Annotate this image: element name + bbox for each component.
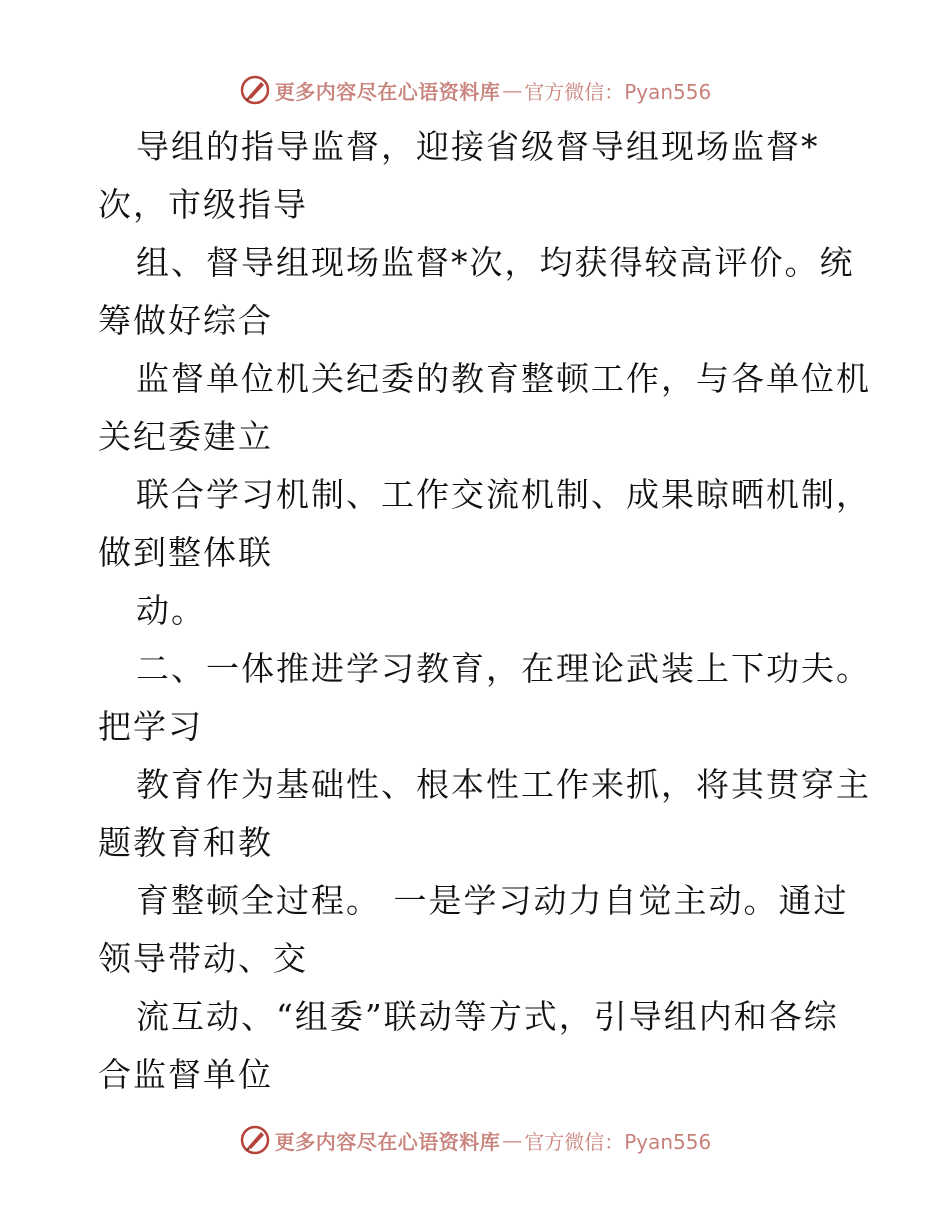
body-line: 动。 xyxy=(136,591,206,630)
body-line: 题教育和教 xyxy=(98,823,273,862)
body-line: 领导带动、交 xyxy=(98,939,308,978)
document-body xyxy=(98,118,871,1104)
watermark-text: 更多内容尽在心语资料库 xyxy=(274,1129,501,1154)
watermark-separator: — xyxy=(502,78,523,102)
body-line: 次，市级指导 xyxy=(98,185,308,224)
watermark-wechat: 官方微信：Pyan556 xyxy=(524,1129,712,1154)
body-line: 教育作为基础性、根本性工作来抓，将其贯穿主 xyxy=(136,765,871,804)
body-line: 组、督导组现场监督*次，均获得较高评价。统 xyxy=(136,243,855,282)
body-line: 关纪委建立 xyxy=(98,417,273,456)
watermark-text: 更多内容尽在心语资料库 xyxy=(274,79,501,104)
header-watermark xyxy=(0,68,950,112)
body-line: 导组的指导监督，迎接省级督导组现场监督* xyxy=(136,127,820,166)
quill-pen-icon xyxy=(239,74,271,106)
footer-watermark xyxy=(0,1118,950,1162)
body-line: 做到整体联 xyxy=(98,533,273,572)
body-line: 联合学习机制、工作交流机制、成果晾晒机制， xyxy=(136,475,871,514)
quill-pen-icon xyxy=(239,1124,271,1156)
body-line: 把学习 xyxy=(98,707,203,746)
body-line: 二、一体推进学习教育，在理论武装上下功夫。 xyxy=(136,649,871,688)
body-line: 合监督单位 xyxy=(98,1055,273,1094)
body-line: 流互动、“组委”联动等方式，引导组内和各综 xyxy=(136,997,839,1036)
body-line: 筹做好综合 xyxy=(98,301,273,340)
body-line: 育整顿全过程。 一是学习动力自觉主动。通过 xyxy=(136,881,849,920)
body-line: 监督单位机关纪委的教育整顿工作，与各单位机 xyxy=(136,359,871,398)
watermark-wechat: 官方微信：Pyan556 xyxy=(524,79,712,104)
watermark-separator: — xyxy=(502,1128,523,1152)
